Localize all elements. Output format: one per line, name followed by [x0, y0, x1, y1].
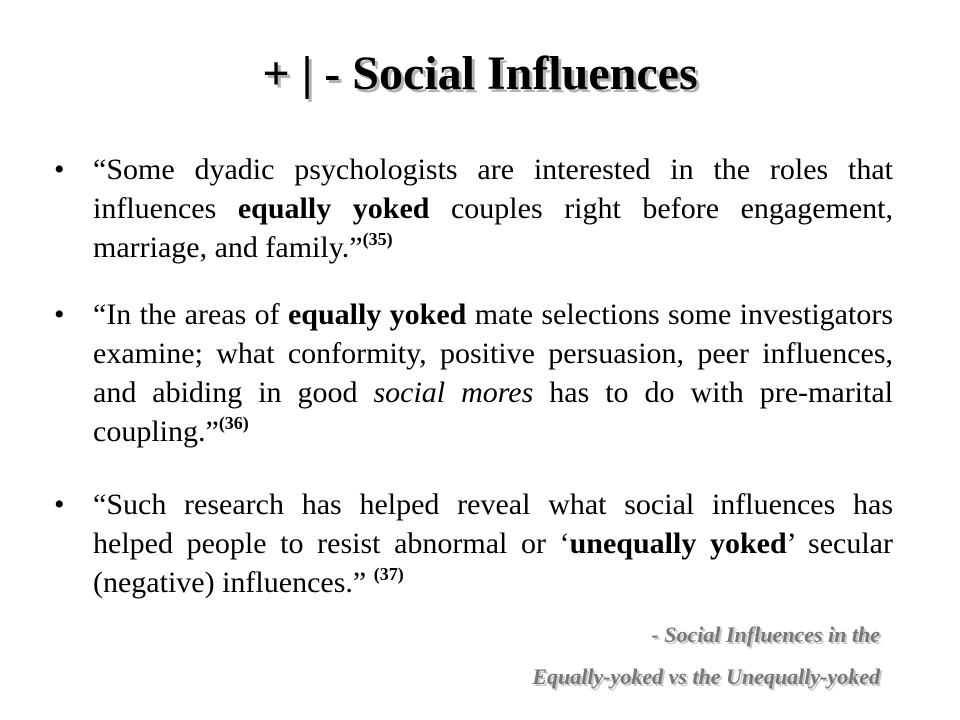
bullet-text	[93, 295, 893, 451]
emphasis-segment: unequally yoked	[569, 527, 787, 560]
attribution-line-1: - Social Influences in the	[651, 622, 880, 647]
emphasis-segment: equally yoked	[237, 192, 430, 225]
slide-title: + | - Social Influences	[262, 47, 698, 100]
quote-segment: “In the areas of	[93, 298, 288, 331]
attribution-line-2: Equally-yoked vs the Unequally-yoked	[532, 664, 880, 689]
bullet-text	[93, 150, 893, 267]
citation-ref: (35)	[362, 229, 393, 249]
quote-segment: “Such research has helped reveal what social influences has helped people to resist abnormal or ‘	[93, 488, 893, 560]
italic-segment: social mores	[373, 376, 534, 409]
quote-segment: has to do with pre-marital coupling.”	[93, 376, 894, 448]
quote-segment: mate selections some investigators examine; what conformity, positive persuasion, peer influences, and abiding in good	[93, 298, 893, 409]
bullet-marker: •	[54, 298, 65, 331]
citation-ref: (36)	[218, 413, 249, 433]
quote-segment: ’ secular (negative) influences.”	[93, 527, 893, 599]
bullet-marker: •	[54, 153, 65, 186]
bullet-text	[93, 485, 893, 602]
citation-ref: (37)	[373, 564, 404, 584]
emphasis-segment: equally yoked	[287, 298, 467, 331]
quote-segment: “Some dyadic psychologists are interested in the roles that influences	[93, 153, 893, 225]
quote-segment: couples right before engagement, marriage, and family.”	[93, 192, 893, 264]
bullet-marker: •	[54, 488, 65, 521]
